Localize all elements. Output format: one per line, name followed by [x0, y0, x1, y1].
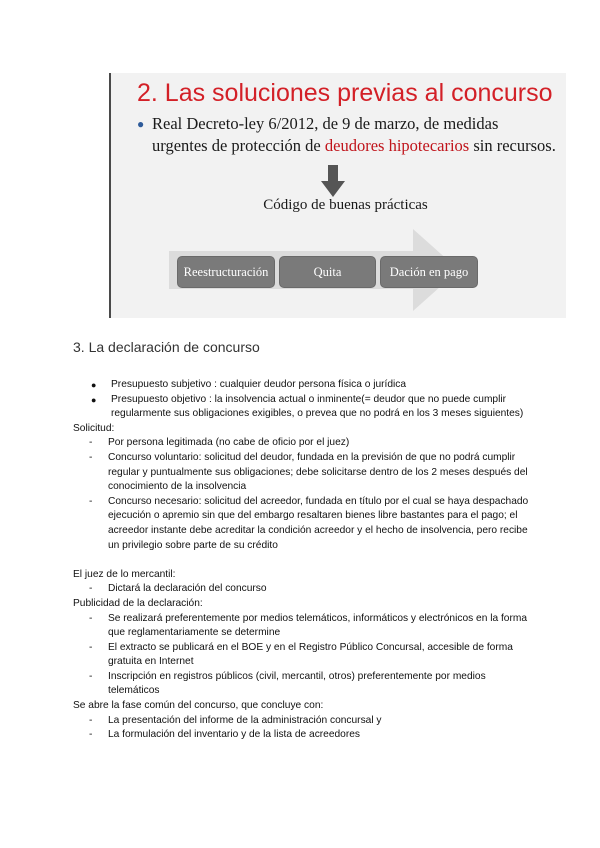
- down-arrow-icon: [321, 165, 345, 197]
- step-dacion: Dación en pago: [380, 256, 478, 288]
- list-item: ● Presupuesto subjetivo : cualquier deudor persona física o jurídica: [73, 378, 533, 393]
- slide-code-label: Código de buenas prácticas: [263, 197, 428, 213]
- list-item: - La presentación del informe de la administración concursal y: [89, 714, 382, 726]
- bullet-dot-icon: ●: [137, 117, 145, 131]
- step-reestructuracion: Reestructuración: [177, 256, 275, 288]
- list-item: - El extracto se publicará en el BOE y en el Registro Público Concursal, accesible de forma gratuita en Internet: [89, 641, 513, 668]
- step-quita: Quita: [279, 256, 376, 288]
- list-item: - Por persona legitimada (no cabe de oficio por el juez): [89, 437, 350, 449]
- publicidad-label: Publicidad de la declaración:: [73, 597, 203, 609]
- bullet-icon: ●: [91, 394, 97, 405]
- slide-bullet-text: [137, 113, 557, 157]
- slide-edge: [109, 73, 111, 318]
- slide-bullet-highlight: deudores hipotecarios: [324, 136, 470, 155]
- section-heading: 3. La declaración de concurso: [73, 339, 260, 355]
- list-item: ● Presupuesto objetivo : la insolvencia actual o inminente(= deudor que no puede cumplir regularmente sus obligaciones exigibles, o prevea que no podrá en los 3 meses siguientes): [91, 393, 524, 420]
- list-item: - Inscripción en registros públicos (civil, mercantil, otros) preferentemente por medios telemáticos: [89, 670, 486, 697]
- document-body: [73, 378, 533, 743]
- slide-bullet: [137, 113, 557, 157]
- slide-bullet-prefix: Real Decreto-ley 6/2012, de 9 de marzo, de medidas urgentes de protección de: [152, 114, 499, 155]
- slide-image: [109, 73, 566, 318]
- list-item: - La formulación del inventario y de la lista de acreedores: [89, 729, 361, 741]
- slide-bullet-suffix: sin recursos.: [469, 136, 556, 155]
- list-item: - Concurso necesario: solicitud del acreedor, fundada en título por el cual se haya despachado ejecución o apremio sin que del embargo resaltaren bienes libre bastantes para el pago; el acreedor instante debe acreditar la condición acreedor y el hecho de insolvencia, pero recibe un privilegio sobre parte de su crédito: [89, 495, 529, 551]
- list-item: - Se realizará preferentemente por medios telemáticos, informáticos y electrónicos en la forma que reglamentariamente se determine: [89, 612, 528, 639]
- spacer: [73, 553, 533, 568]
- fase-label: Se abre la fase común del concurso, que concluye con:: [73, 700, 324, 712]
- list-item: - Concurso voluntario: solicitud del deudor, fundada en la previsión de que no podrá cumplir regular y puntualmente sus obligaciones; debe solicitarse dentro de los 2 meses después del conocimiento de la insolvencia: [89, 451, 528, 493]
- solicitud-label: Solicitud:: [73, 422, 115, 434]
- list-item: - Dictará la declaración del concurso: [89, 583, 267, 595]
- bullet-icon: ●: [91, 380, 97, 390]
- juez-label: El juez de lo mercantil:: [73, 568, 176, 580]
- slide-title: 2. Las soluciones previas al concurso: [137, 79, 553, 107]
